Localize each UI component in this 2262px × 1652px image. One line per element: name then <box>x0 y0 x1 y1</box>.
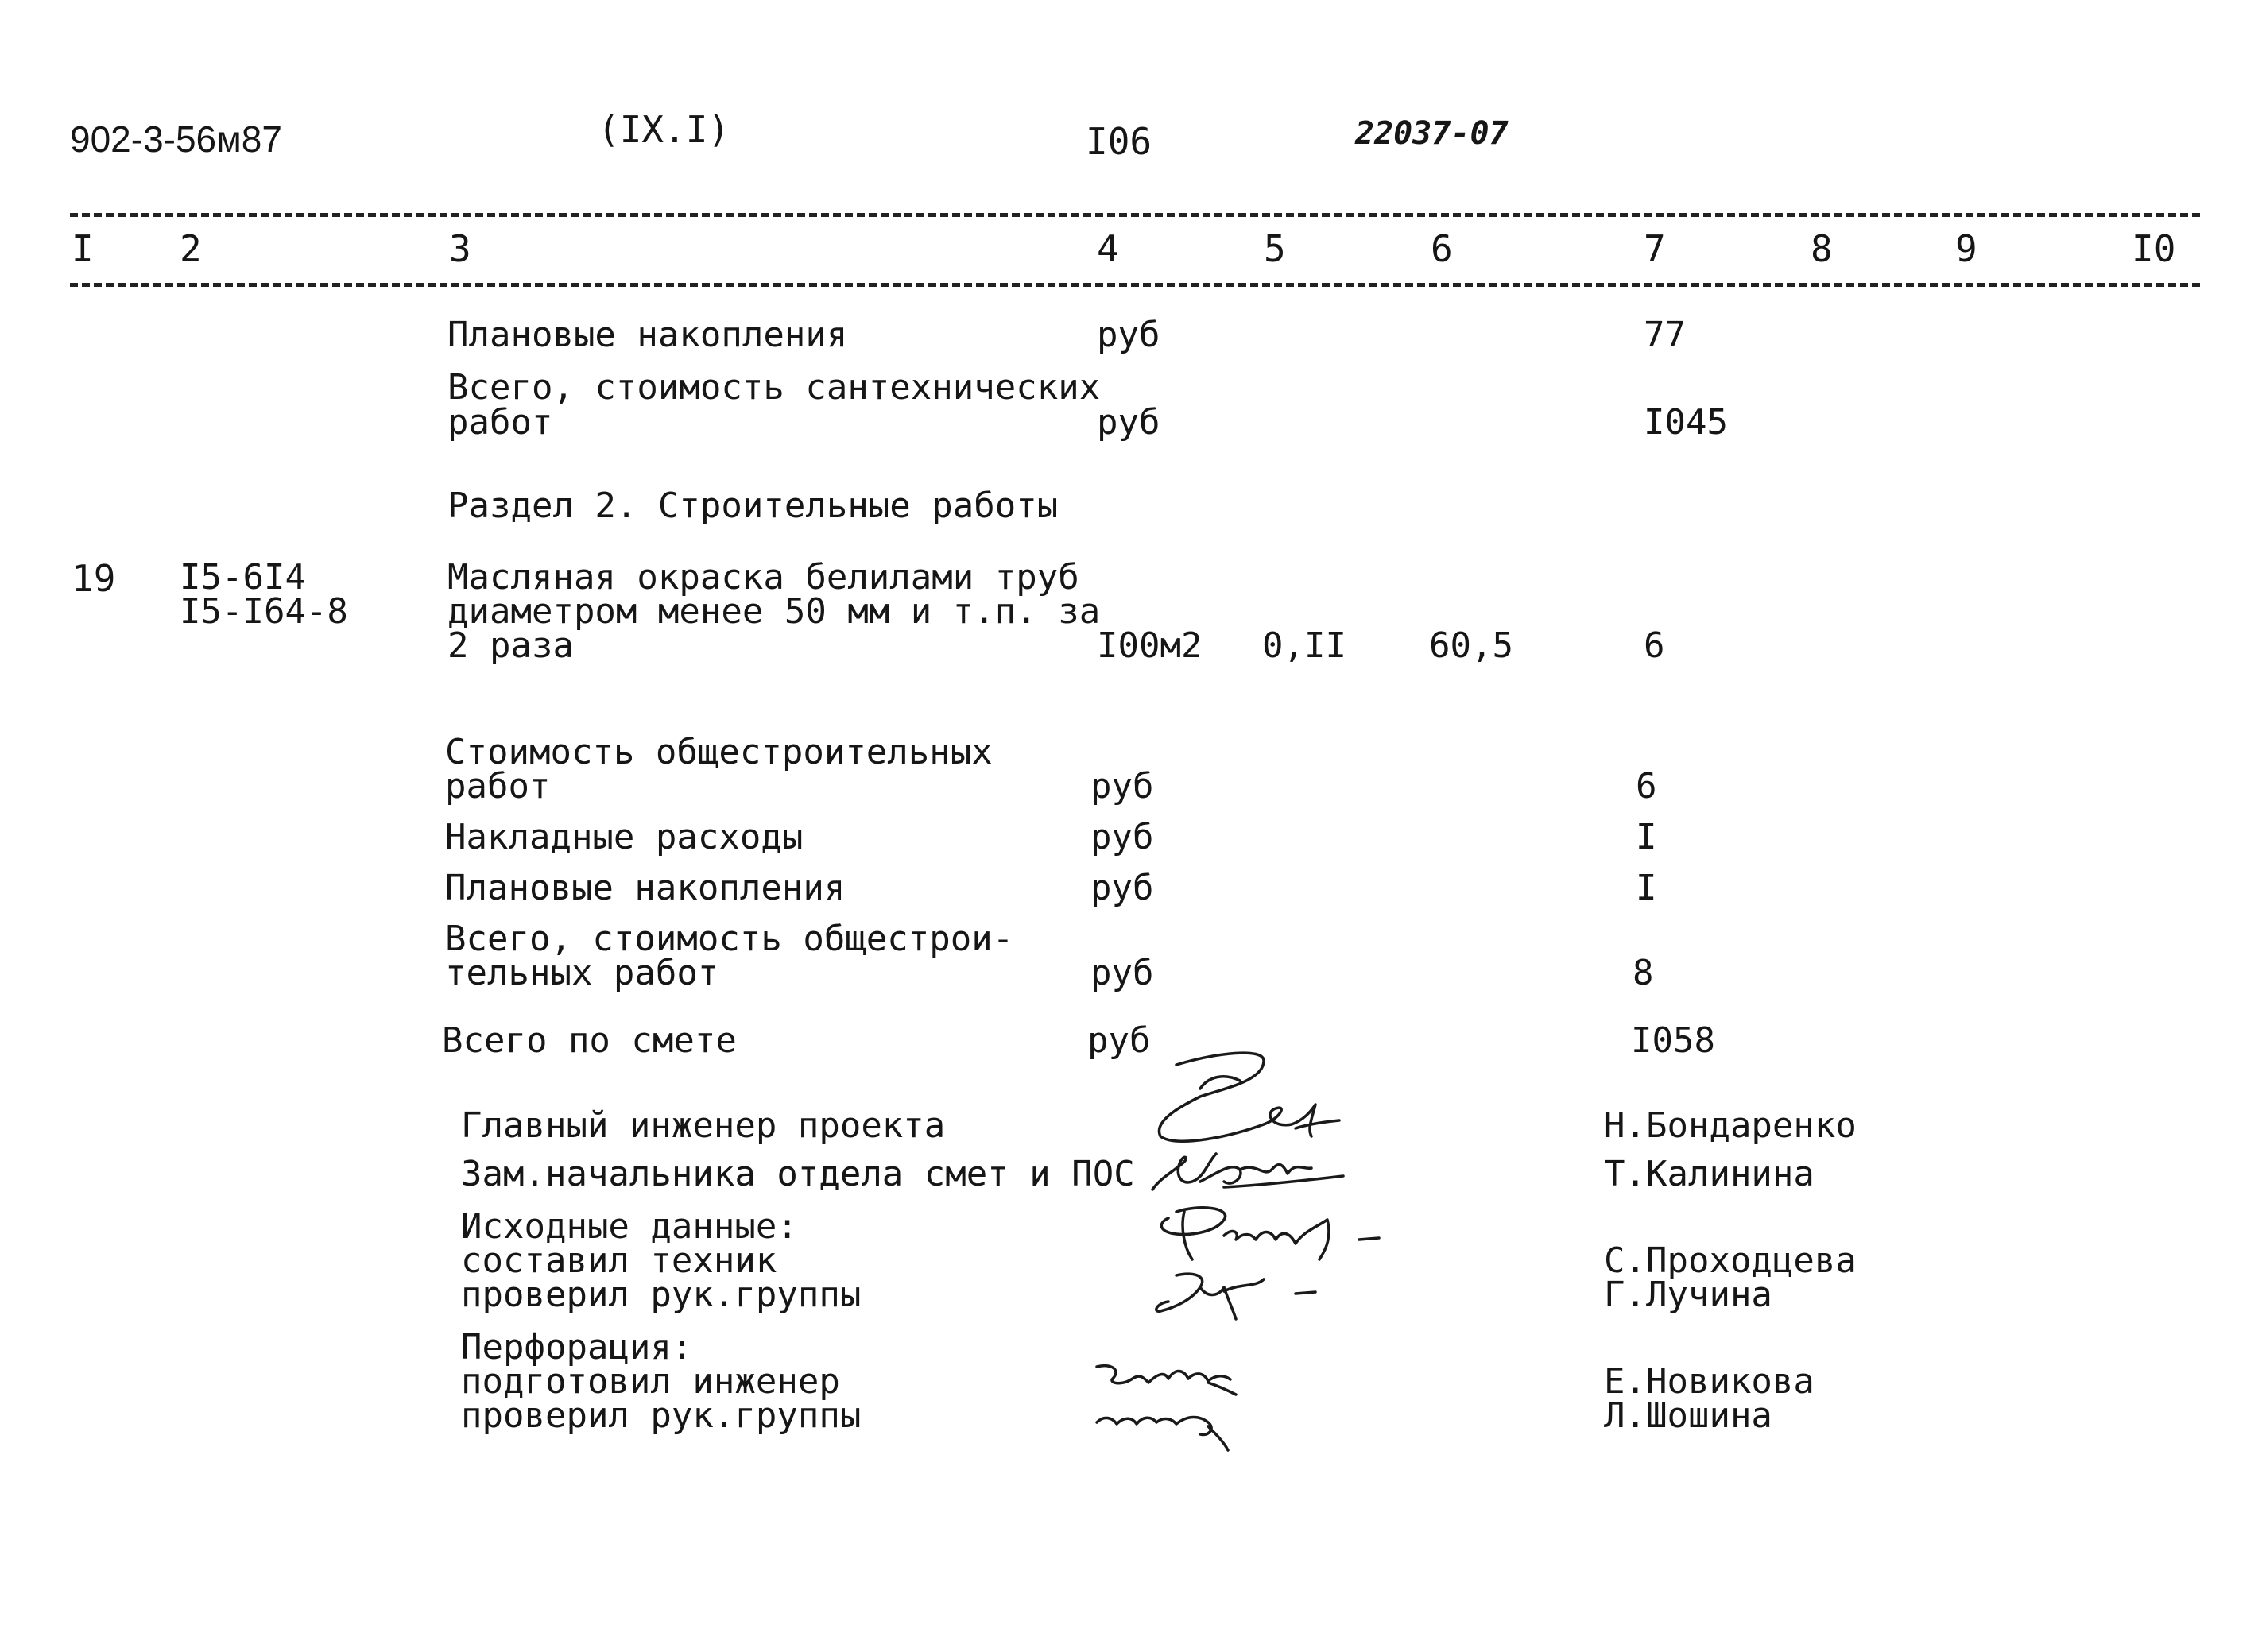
document-number: 22037-07 <box>1355 115 1509 152</box>
row-name: Накладные расходы <box>445 817 804 857</box>
signature-luchina <box>1145 1263 1335 1327</box>
row-code-1: I5-6I4 <box>180 557 306 598</box>
row-unit: руб <box>1097 402 1160 443</box>
signature-group-label: Исходные данные: <box>461 1206 798 1247</box>
section-title: Раздел 2. Строительные работы <box>447 486 1059 526</box>
column-header-3: 3 <box>449 227 471 270</box>
signer-name: Г.Лучина <box>1604 1275 1772 1315</box>
column-header-6: 6 <box>1431 227 1453 270</box>
row-unit: I00м2 <box>1097 625 1203 666</box>
signer-name: С.Проходцева <box>1604 1240 1857 1281</box>
row-total: 77 <box>1644 315 1686 355</box>
signature-group-label: Перфорация: <box>461 1327 693 1368</box>
document-code: 902-3-56м87 <box>70 118 282 160</box>
row-unit: руб <box>1087 1020 1151 1061</box>
column-header-10: I0 <box>2132 227 2176 270</box>
row-name: Плановые накопления <box>445 868 846 908</box>
row-unit: руб <box>1090 817 1154 857</box>
row-name-line2: работ <box>445 766 551 807</box>
row-unit: руб <box>1090 953 1154 993</box>
signature-kalinina <box>1145 1138 1351 1201</box>
signer-name: Н.Бондаренко <box>1604 1105 1857 1146</box>
row-quantity: 0,II <box>1262 625 1346 666</box>
row-total: I058 <box>1631 1020 1715 1061</box>
signer-role: подготовил инженер <box>461 1361 840 1402</box>
column-header-2: 2 <box>180 227 202 270</box>
row-name-line2: тельных работ <box>445 953 719 993</box>
column-header-1: I <box>72 227 94 270</box>
row-total: 6 <box>1644 625 1665 666</box>
row-name: Плановые накопления <box>447 315 848 355</box>
row-name-line1: Стоимость общестроительных <box>445 732 993 772</box>
signer-role: составил техник <box>461 1240 777 1281</box>
column-header-8: 8 <box>1811 227 1833 270</box>
signature-novikova <box>1089 1351 1280 1399</box>
row-name-line1: Всего, стоимость общестрои- <box>445 919 1014 959</box>
row-unit-price: 60,5 <box>1429 625 1513 666</box>
row-total: 6 <box>1636 766 1657 807</box>
signer-name: Е.Новикова <box>1604 1361 1815 1402</box>
signer-name: Т.Калинина <box>1604 1154 1815 1194</box>
column-header-5: 5 <box>1264 227 1286 270</box>
signature-prokhodtseva <box>1145 1204 1391 1267</box>
row-name-line1: Масляная окраска белилами труб <box>447 557 1079 598</box>
row-name: Всего по смете <box>442 1020 737 1061</box>
row-name-line2: диаметром менее 50 мм и т.п. за <box>447 591 1101 632</box>
signature-bondarenko <box>1145 1049 1351 1152</box>
row-name-line2: работ <box>447 402 553 443</box>
signer-role: проверил рук.группы <box>461 1395 862 1436</box>
row-total: I <box>1636 868 1657 908</box>
signature-shoshina <box>1089 1399 1272 1454</box>
signer-role: Зам.начальника отдела смет и ПОС <box>461 1154 1135 1194</box>
row-name-line1: Всего, стоимость сантехнических <box>447 367 1101 408</box>
header-top-divider <box>70 213 2200 217</box>
section-number: (IX.I) <box>598 108 730 151</box>
row-name-line3: 2 раза <box>447 625 574 666</box>
row-total: 8 <box>1633 953 1654 993</box>
row-unit: руб <box>1090 766 1154 807</box>
signer-name: Л.Шошина <box>1604 1395 1772 1436</box>
row-unit: руб <box>1090 868 1154 908</box>
column-header-4: 4 <box>1097 227 1119 270</box>
row-total: I <box>1636 817 1657 857</box>
column-header-7: 7 <box>1644 227 1666 270</box>
signer-role: проверил рук.группы <box>461 1275 862 1315</box>
row-code-2: I5-I64-8 <box>180 591 348 632</box>
row-number: 19 <box>72 557 116 600</box>
column-header-9: 9 <box>1955 227 1977 270</box>
signer-role: Главный инженер проекта <box>461 1105 946 1146</box>
row-unit: руб <box>1097 315 1160 355</box>
header-bottom-divider <box>70 283 2200 287</box>
row-total: I045 <box>1644 402 1728 443</box>
page-number: I06 <box>1086 120 1152 163</box>
